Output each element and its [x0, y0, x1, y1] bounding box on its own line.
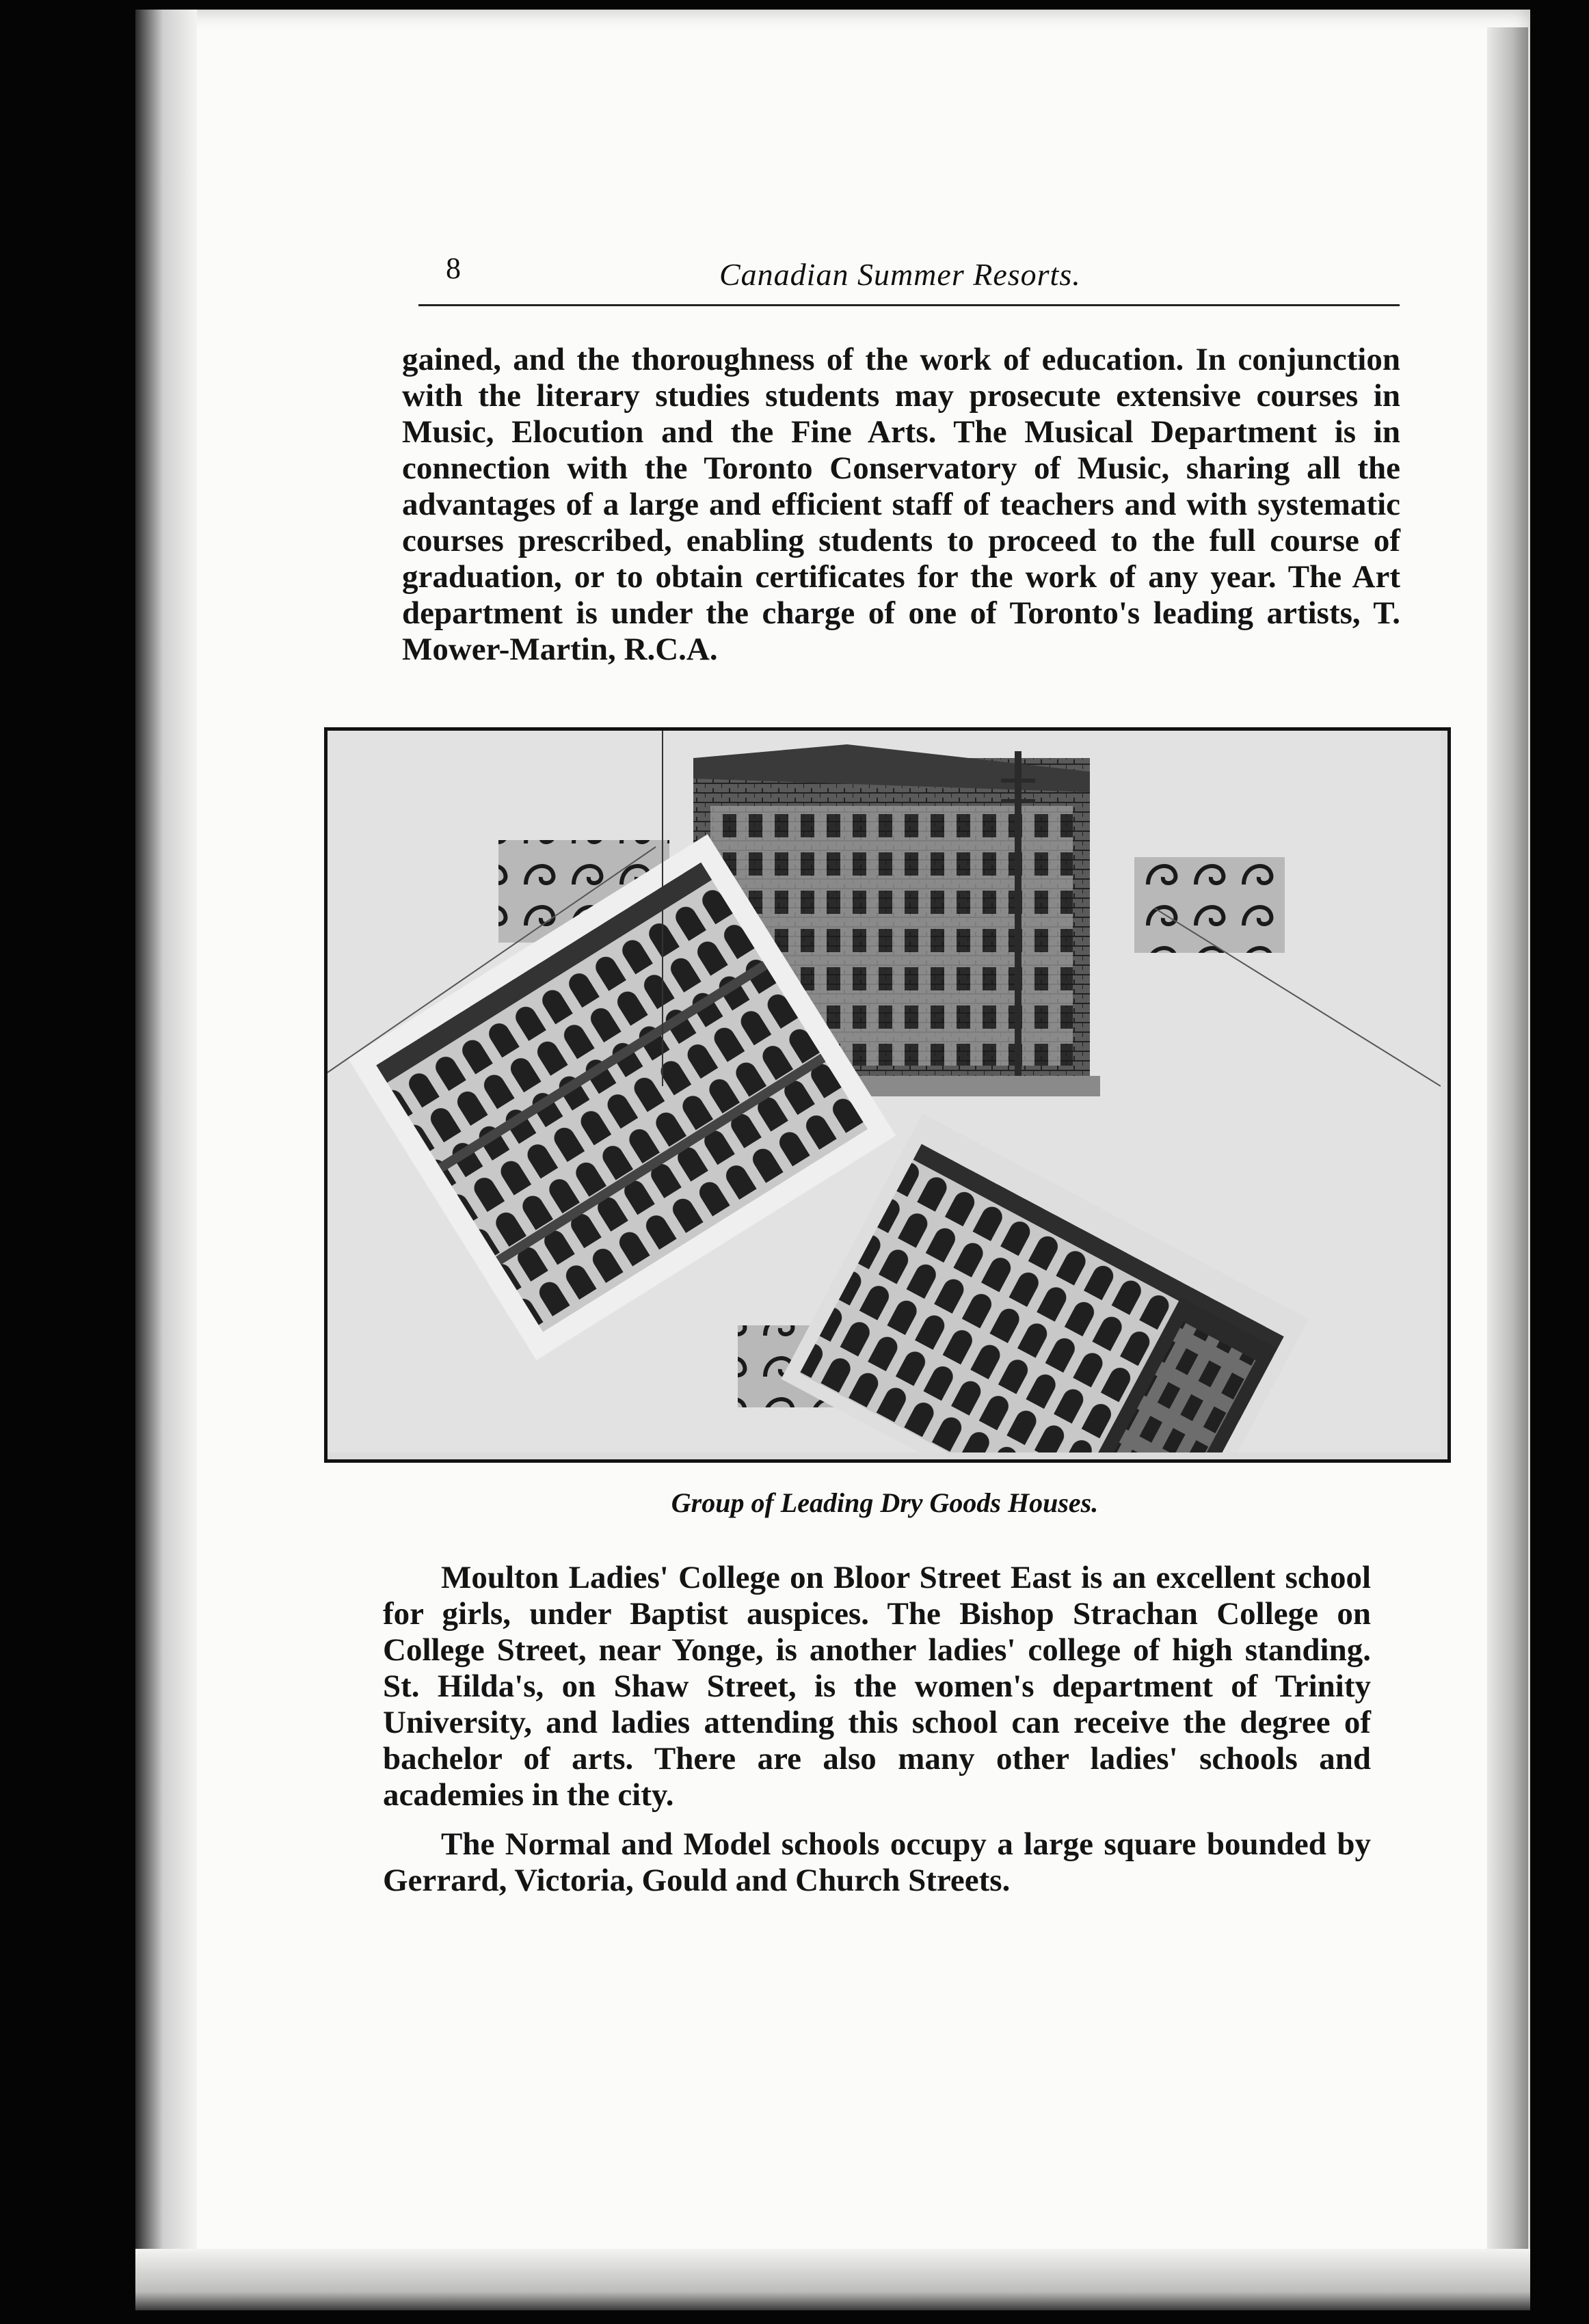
page-header — [418, 243, 1403, 297]
running-title: Canadian Summer Resorts. — [719, 257, 1081, 292]
page-edge-shadow — [1487, 27, 1528, 2303]
body-paragraph: The Normal and Model schools occupy a large square bounded by Gerrard, Victoria, Gould and Church Streets. — [383, 1826, 1371, 1898]
page-number: 8 — [446, 252, 461, 285]
page-bottom-shadow — [135, 2249, 1530, 2310]
body-paragraph: gained, and the thoroughness of the work of education. In conjunction with the literary studies students may prosecute extensive courses in Music, Elocution and the Fine Arts. The Musical Department is in connection with the Toronto Conservatory of Music, sharing all the advantages of a large and efficient staff of teachers and with systematic courses prescribed, enabling students to proceed to the full course of graduation, or to obtain certificates for the work of any year. The Art department is under the charge of one of Toronto's leading artists, T. Mower-Martin, R.C.A. — [402, 342, 1400, 667]
body-paragraph: Moulton Ladies' College on Bloor Street East is an excellent school for girls, under Baptist auspices. The Bishop Strachan College on College Street, near Yonge, is another ladies' college of high standing. St. Hilda's, on Shaw Street, is the women's department of Trinity University, and ladies attending this school can receive the degree of bachelor of arts. There are also many other ladies' schools and academies in the city. — [383, 1560, 1371, 1813]
photo-collage — [324, 727, 1451, 1463]
header-rule — [418, 304, 1400, 306]
figure-caption: Group of Leading Dry Goods Houses. — [671, 1487, 1099, 1518]
dry-goods-houses-photo — [328, 731, 1441, 1452]
page-gutter-shadow — [135, 10, 197, 2310]
